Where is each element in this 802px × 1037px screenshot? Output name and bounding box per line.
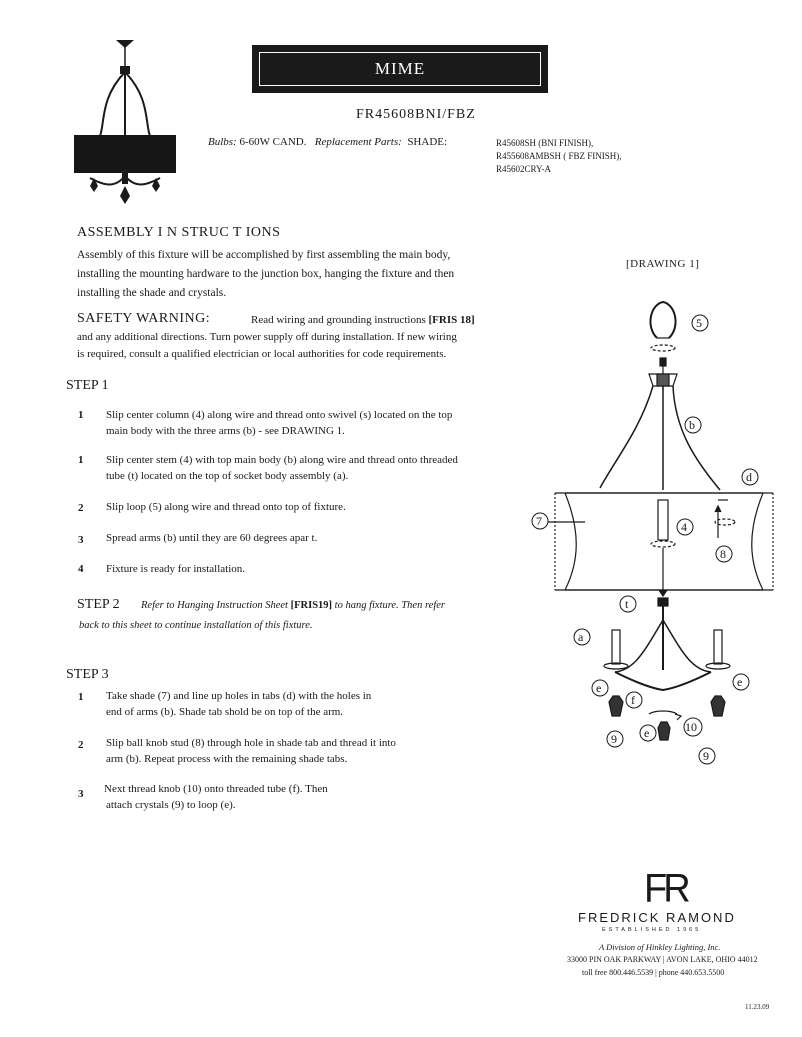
replacement-parts-list [496,137,622,176]
callout-e [592,680,608,696]
brand-established: ESTABLISHED 1965 [602,927,702,933]
step-number: 1 [78,409,84,421]
division-line: A Division of Hinkley Lighting, Inc. [599,942,721,952]
bulbs-line [208,136,447,148]
step3-heading: STEP 3 [66,667,109,682]
instruction-line: end of arms (b). Shade tab shold be on top of the arm. [106,706,344,718]
safety-line: and any additional directions. Turn power supply off during installation. If new wiring [77,331,457,343]
assembly-paragraph [77,246,517,303]
instruction-line: Spread arms (b) until they are 60 degrees apar t. [106,532,318,544]
product-title: MIME [374,59,426,78]
callout-label: 9 [703,749,709,763]
instruction-line: tube (t) located on the top of socket body assembly (a). [106,470,349,482]
step2-ref: [FRIS19] [290,600,333,611]
callout-label: 5 [696,316,702,330]
safety-read-line [251,314,475,326]
callout-label: e [644,726,650,740]
part-item: R45602CRY-A [496,164,552,174]
brand-logo-mark: FR [644,866,687,912]
callout-label: e [737,675,743,689]
callout-label: 7 [536,514,542,528]
assembly-line: installing the mounting hardware to the junction box, hanging the fixture and then [77,268,455,280]
callout-9 [699,748,715,764]
callout-label: 9 [611,732,617,746]
safety-read-text: Read wiring and grounding instructions [251,314,426,326]
instruction-line: Slip center column (4) along wire and thread onto swivel (s) located on the top [106,409,453,421]
step-instruction [106,735,526,767]
step-instruction [106,688,526,720]
step-instruction [106,499,526,515]
brand-name: FREDRICK RAMOND [578,910,736,925]
callout-label: 10 [685,720,697,734]
part-item: R45608SH (BNI FINISH), [496,138,594,148]
callout-label: e [596,681,602,695]
step-number: 1 [78,454,84,466]
instruction-line: Slip ball knob stud (8) through hole in shade tab and thread it into [106,737,396,749]
callout-4 [677,519,693,535]
callout-8 [716,546,732,562]
assembly-line: Assembly of this fixture will be accomplished by first assembling the main body, [77,249,451,261]
step2-instruction-line2: back to this sheet to continue installation of this fixture. [79,620,313,631]
callout-9 [607,731,623,747]
safety-heading: SAFETY WARNING: [77,311,211,326]
callout-t [620,596,636,612]
step-number: 4 [78,563,84,575]
step2-text-after: to hang fixture. Then refer [334,600,445,611]
product-illustration [70,38,185,213]
callout-f [626,692,642,708]
instruction-line: Slip loop (5) along wire and thread onto top of fixture. [106,501,346,513]
bulbs-label: Bulbs: [208,136,237,148]
step-number: 3 [78,534,84,546]
callout-10 [684,718,702,736]
safety-line: is required, consult a qualified electrician or local authorities for code requirements. [77,348,447,360]
safety-paragraph [77,329,527,363]
step-instruction [106,561,526,577]
assembly-heading: ASSEMBLY I N STRUC T IONS [77,225,281,240]
callout-d [742,469,758,485]
step2-instruction [141,600,445,611]
document-date: 11.23.09 [745,1003,770,1011]
instruction-line: Slip center stem (4) with top main body (b) along wire and thread onto threaded [106,454,458,466]
instruction-line: Take shade (7) and line up holes in tabs (d) with the holes in [106,690,372,702]
callout-label: 4 [681,520,687,534]
step-instruction [106,452,526,484]
step-number: 2 [78,502,84,514]
callout-label: b [689,418,695,432]
instruction-line: Next thread knob (10) onto threaded tube (f). Then [104,783,328,795]
callout-label: d [746,470,752,484]
bulbs-value: 6-60W CAND. [239,136,307,148]
step2-text-before: Refer to Hanging Instruction Sheet [141,600,288,611]
title-banner [252,45,548,93]
callout-label: a [578,630,584,644]
step1-heading: STEP 1 [66,378,109,393]
step-instruction [104,781,524,813]
assembly-line: installing the shade and crystals. [77,287,227,299]
company-phone: toll free 800.446.5539 | phone 440.653.5500 [582,968,725,977]
callout-7 [532,513,548,529]
instruction-line: main body with the three arms (b) - see DRAWING 1. [106,425,345,437]
instruction-line: Fixture is ready for installation. [106,563,245,575]
step-number: 2 [78,739,84,751]
step-instruction [106,530,526,546]
instruction-line: attach crystals (9) to loop (e). [106,799,236,811]
instruction-line: arm (b). Repeat process with the remaining shade tabs. [106,753,348,765]
company-address: 33000 PIN OAK PARKWAY | AVON LAKE, OHIO 44012 [567,955,758,964]
callout-label: 8 [720,547,726,561]
model-number: FR45608BNI/FBZ [356,107,476,122]
callout-label: f [631,693,635,707]
step2-heading: STEP 2 [77,597,120,612]
drawing-label: [DRAWING 1] [626,258,700,270]
callout-a [574,629,590,645]
step-instruction [106,407,526,439]
replacement-label: Replacement Parts: [314,136,402,148]
callout-b [685,417,701,433]
shade-label: SHADE: [407,136,448,148]
callout-e [733,674,749,690]
callout-e [640,725,656,741]
callout-label: t [625,597,629,611]
safety-ref: [FRIS 18] [428,314,475,326]
step-number: 3 [78,788,84,800]
part-item: R455608AMBSH ( FBZ FINISH), [496,151,622,161]
step-number: 1 [78,691,84,703]
assembly-diagram [525,290,790,780]
callout-5 [692,315,708,331]
